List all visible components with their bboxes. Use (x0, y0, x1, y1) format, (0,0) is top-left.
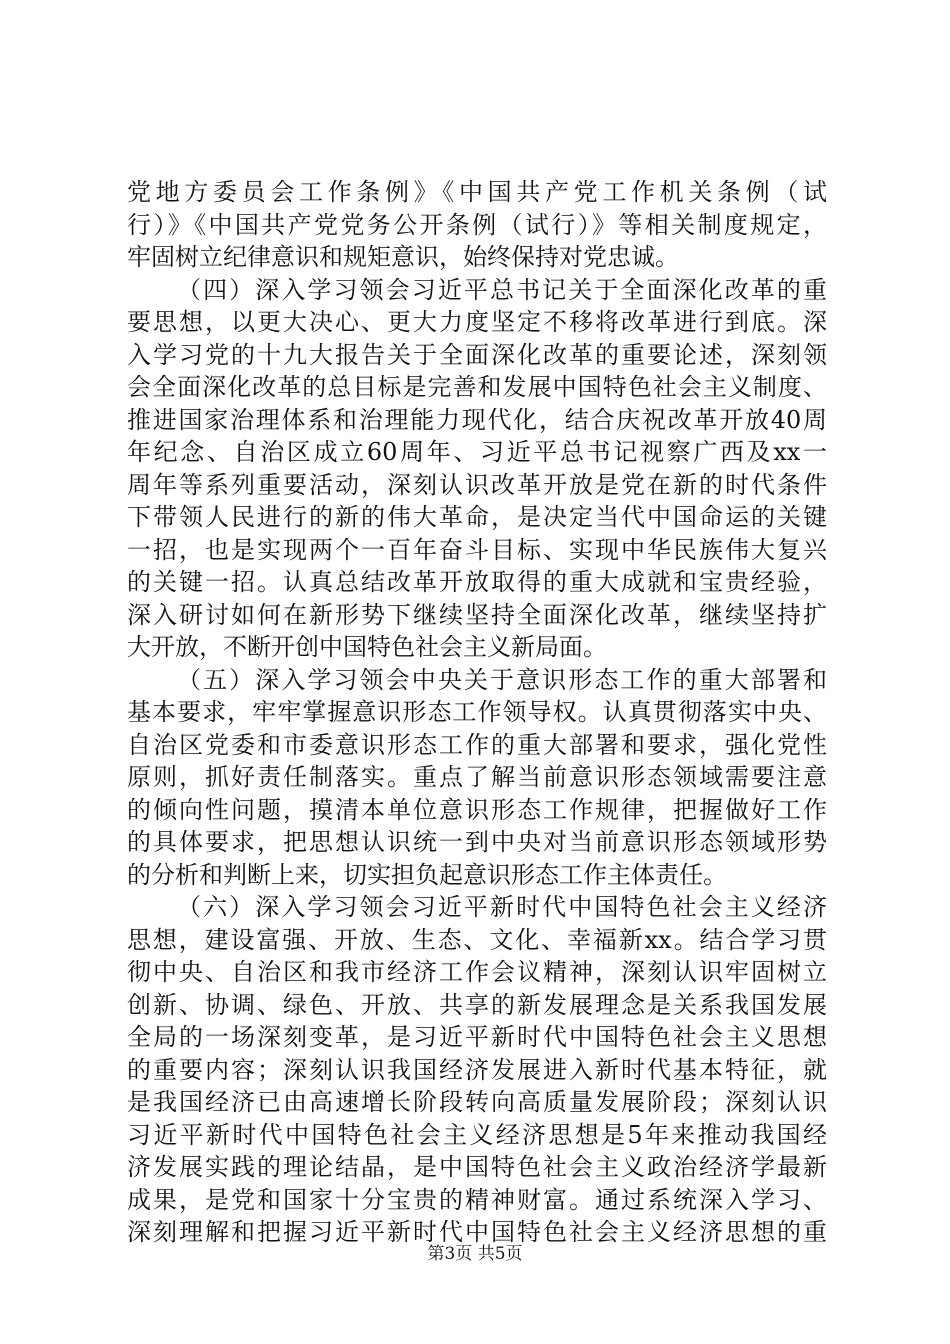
text-line: 的具体要求，把思想认识统一到中央对当前意识形态领域形势 (127, 828, 827, 856)
text-line: 自治区党委和市委意识形态工作的重大部署和要求，强化党性 (127, 730, 827, 759)
text-line: 行）》《中国共产党党务公开条例（试行）》等相关制度规定， (127, 210, 827, 239)
text-line: 济发展实践的理论结晶，是中国特色社会主义政治经济学最新 (127, 1153, 827, 1181)
text-line: 全局的一场深刻变革，是习近平新时代中国特色社会主义思想 (127, 1023, 827, 1051)
text-line: 是我国经济已由高速增长阶段转向高质量发展阶段；深刻认识 (127, 1088, 827, 1116)
text-line: 推进国家治理体系和治理能力现代化，结合庆祝改革开放40周 (127, 405, 827, 434)
text-line: 会全面深化改革的总目标是完善和发展中国特色社会主义制度、 (127, 373, 827, 401)
text-line: 创新、协调、绿色、开放、共享的新发展理念是关系我国发展 (127, 990, 827, 1019)
text-line: 的分析和判断上来，切实担负起意识形态工作主体责任。 (127, 860, 727, 889)
text-line: 要思想，以更大决心、更大力度坚定不移将改革进行到底。深 (127, 308, 827, 336)
text-line: 思想，建设富强、开放、生态、文化、幸福新xx。结合学习贯 (127, 925, 827, 954)
text-line: 党地方委员会工作条例》《中国共产党工作机关条例（试 (127, 178, 827, 206)
text-line: （五）深入学习领会中央关于意识形态工作的重大部署和 (177, 665, 827, 694)
text-line: 入学习党的十九大报告关于全面深化改革的重要论述，深刻领 (127, 340, 827, 369)
text-line: （四）深入学习领会习近平总书记关于全面深化改革的重 (177, 275, 827, 304)
text-line: 彻中央、自治区和我市经济工作会议精神，深刻认识牢固树立 (127, 958, 827, 986)
text-line: 原则，抓好责任制落实。重点了解当前意识形态领域需要注意 (127, 763, 827, 791)
document-body (127, 176, 827, 1249)
text-line: 大开放，不断开创中国特色社会主义新局面。 (127, 633, 607, 661)
text-line: 下带领人民进行的新的伟大革命，是决定当代中国命运的关键 (127, 503, 827, 531)
text-line: 的倾向性问题，摸清本单位意识形态工作规律，把握做好工作 (127, 795, 827, 824)
text-line: 的重要内容；深刻认识我国经济发展进入新时代基本特征，就 (127, 1055, 827, 1084)
text-line: 成果，是党和国家十分宝贵的精神财富。通过系统深入学习、 (127, 1185, 827, 1214)
text-line: （六）深入学习领会习近平新时代中国特色社会主义经济 (177, 893, 827, 921)
text-line: 的关键一招。认真总结改革开放取得的重大成就和宝贵经验， (127, 568, 827, 596)
text-line: 深入研讨如何在新形势下继续坚持全面深化改革，继续坚持扩 (127, 600, 827, 629)
text-line: 深刻理解和把握习近平新时代中国特色社会主义经济思想的重 (127, 1218, 827, 1246)
text-line: 年纪念、自治区成立60周年、习近平总书记视察广西及xx一 (127, 438, 827, 466)
text-line: 牢固树立纪律意识和规矩意识，始终保持对党忠诚。 (127, 243, 679, 271)
text-line: 一招，也是实现两个一百年奋斗目标、实现中华民族伟大复兴 (127, 535, 827, 564)
text-line: 基本要求，牢牢掌握意识形态工作领导权。认真贯彻落实中央、 (127, 698, 827, 726)
text-line: 周年等系列重要活动，深刻认识改革开放是党在新的时代条件 (127, 470, 827, 499)
page-footer: 第3页 共5页 (427, 1244, 523, 1264)
text-line: 习近平新时代中国特色社会主义经济思想是5年来推动我国经 (127, 1120, 827, 1149)
